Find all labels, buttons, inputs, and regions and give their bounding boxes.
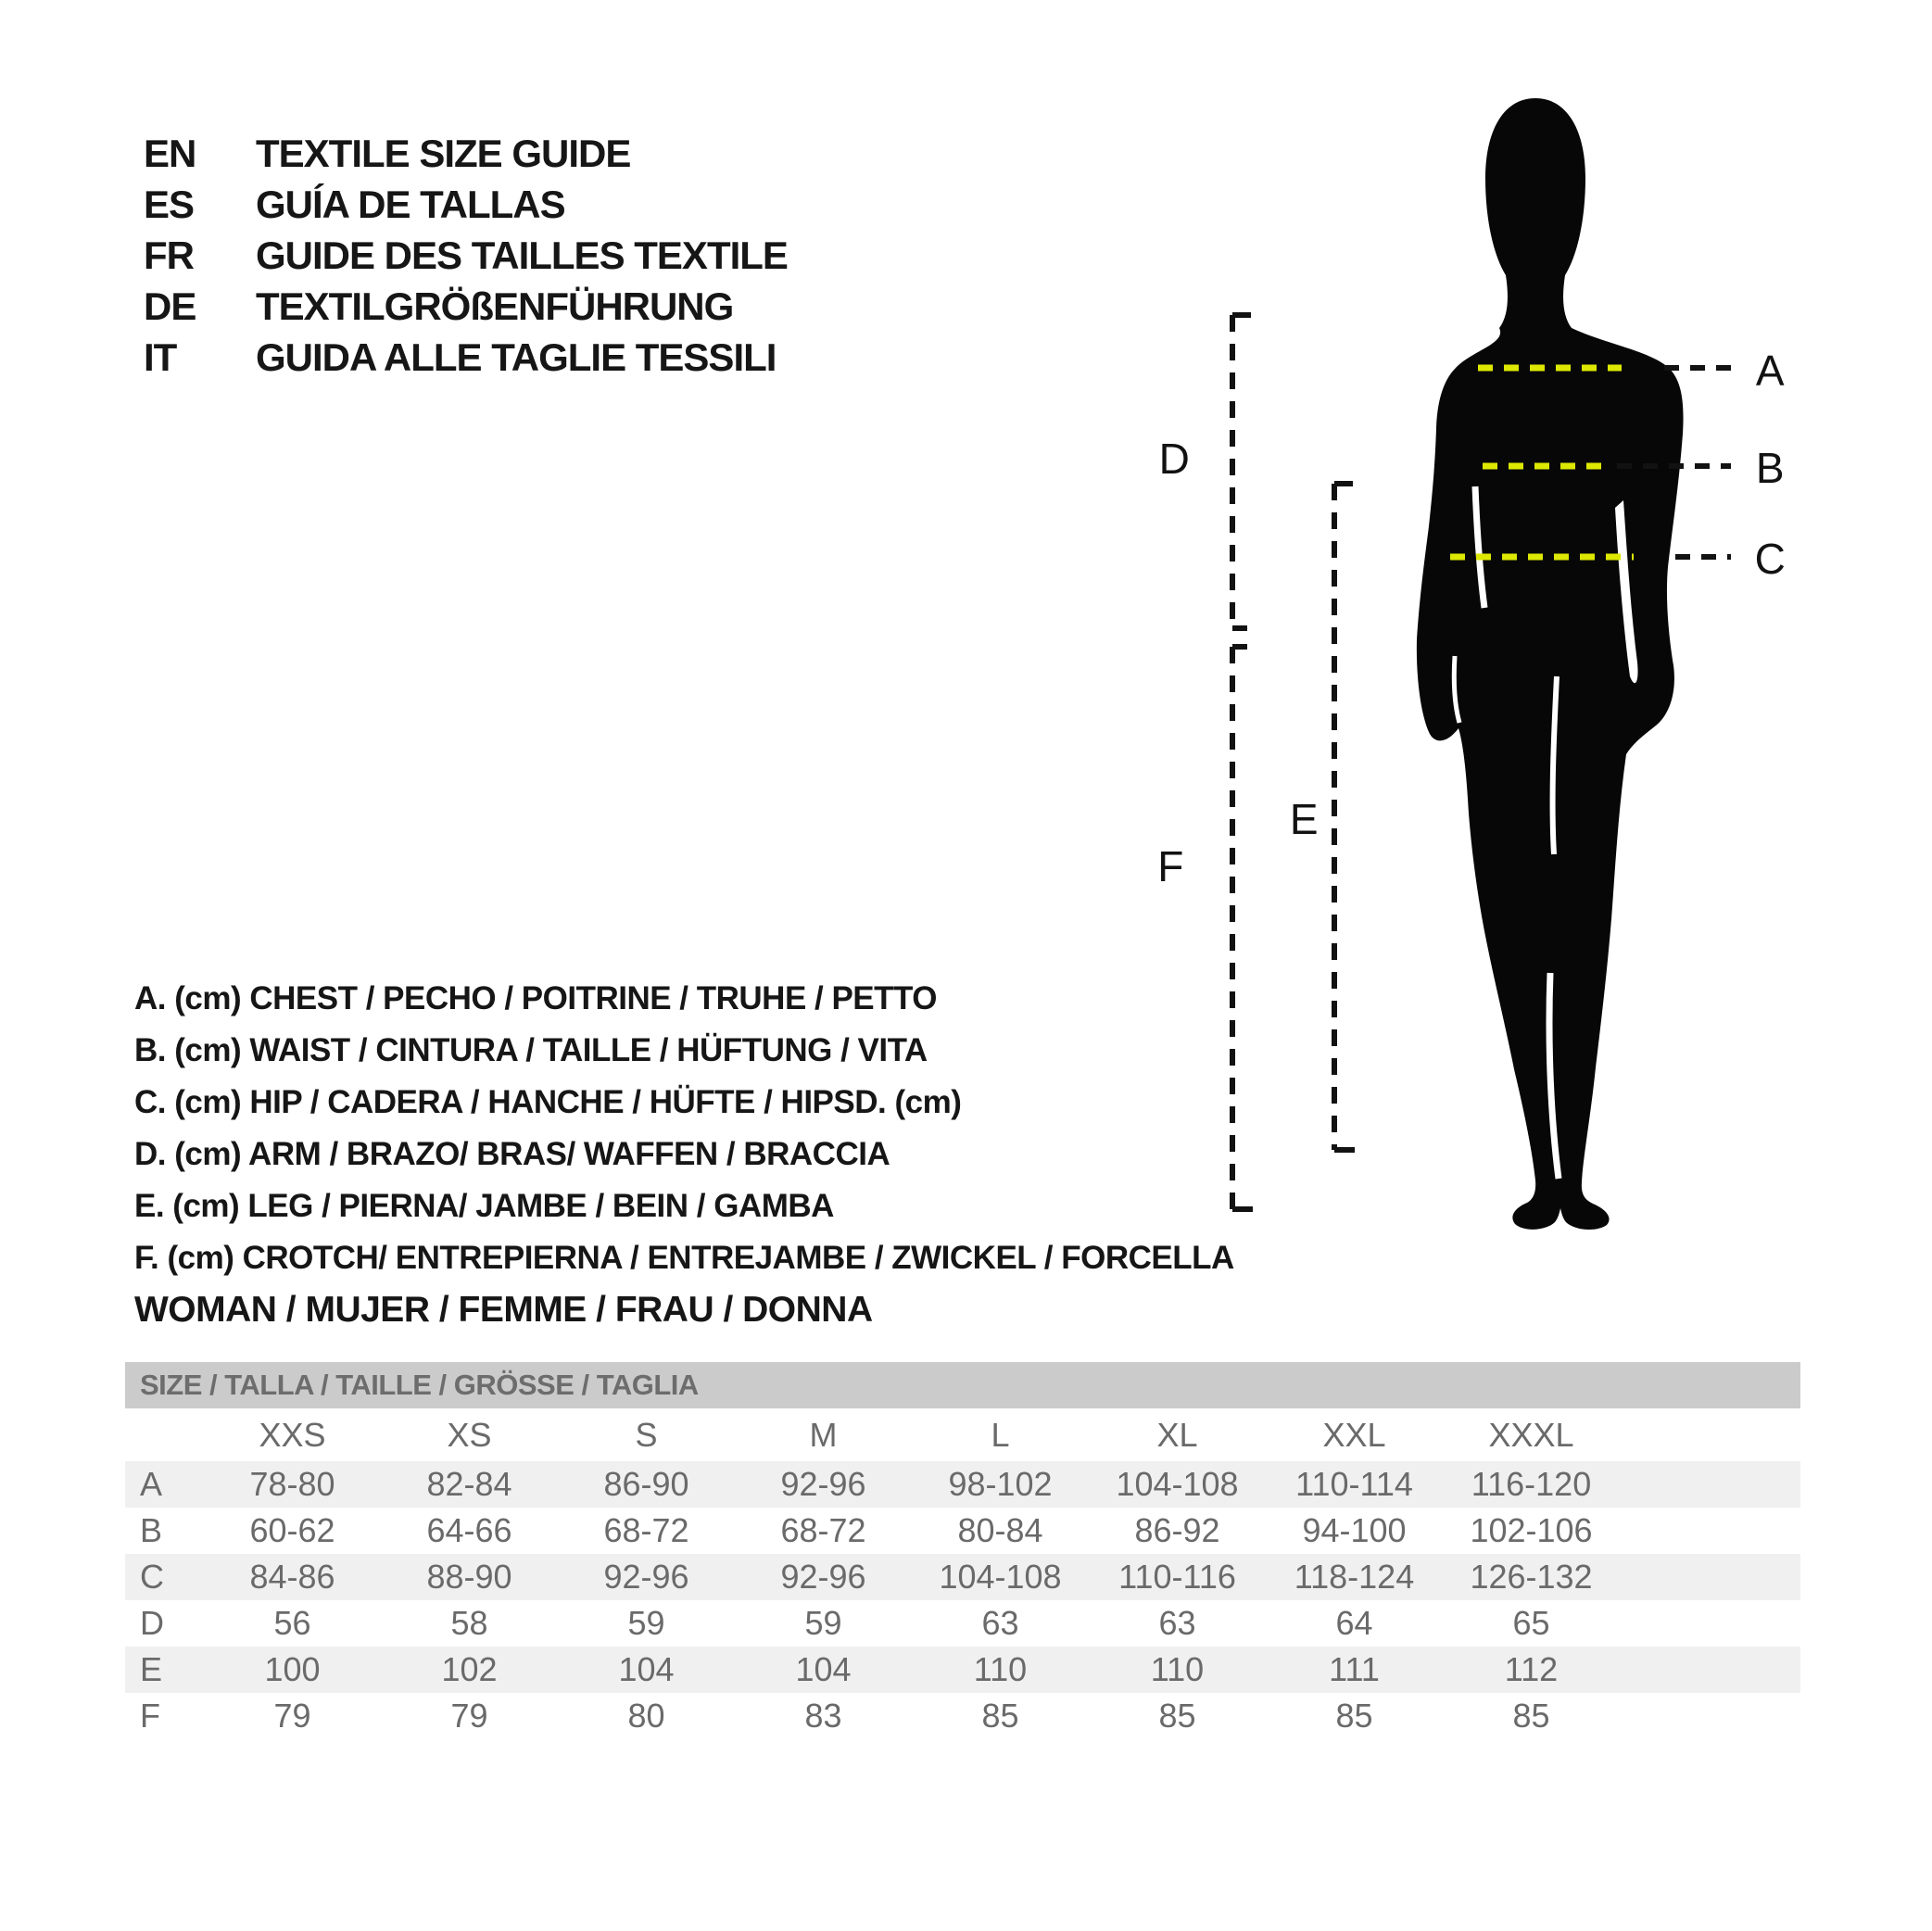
arm-measure-line xyxy=(1232,315,1253,1209)
language-title-block xyxy=(144,128,788,383)
size-value: 98-102 xyxy=(948,1465,1053,1503)
row-label: D xyxy=(140,1604,164,1642)
size-value: 104 xyxy=(618,1650,675,1688)
legend-line-e: E. (cm) LEG / PIERNA/ JAMBE / BEIN / GAMBA xyxy=(134,1188,834,1224)
size-value: 68-72 xyxy=(603,1511,689,1549)
size-value: 79 xyxy=(450,1697,488,1735)
language-row-fr xyxy=(144,230,788,281)
size-value: 104 xyxy=(795,1650,852,1688)
size-value: 79 xyxy=(273,1697,311,1735)
size-value: 78-80 xyxy=(249,1465,335,1503)
gender-heading: WOMAN / MUJER / FEMME / FRAU / DONNA xyxy=(134,1290,873,1330)
woman-silhouette-icon xyxy=(1149,83,1816,1251)
language-guide-title: TEXTILE SIZE GUIDE xyxy=(256,131,631,175)
size-value: 86-90 xyxy=(603,1465,689,1503)
size-value: 85 xyxy=(1335,1697,1373,1735)
legend-line-a: A. (cm) CHEST / PECHO / POITRINE / TRUHE / PETTO xyxy=(134,980,938,1016)
size-value: 88-90 xyxy=(426,1558,512,1596)
legend-line-f: F. (cm) CROTCH/ ENTREPIERNA / ENTREJAMBE / ZWICKEL / FORCELLA xyxy=(134,1240,1234,1276)
label-hip-c: C xyxy=(1754,535,1786,583)
language-row-it xyxy=(144,332,788,383)
size-value: 85 xyxy=(1158,1697,1196,1735)
column-header-m: M xyxy=(809,1415,838,1454)
legend-line-b: B. (cm) WAIST / CINTURA / TAILLE / HÜFTUNG / VITA xyxy=(134,1032,928,1068)
size-value: 92-96 xyxy=(780,1465,866,1503)
size-table-header-row xyxy=(125,1408,1800,1461)
column-header-xl: XL xyxy=(1156,1415,1198,1454)
language-guide-title: GUÍA DE TALLAS xyxy=(256,182,565,226)
size-value: 111 xyxy=(1329,1650,1380,1688)
size-value: 58 xyxy=(450,1604,488,1642)
language-guide-title: GUIDE DES TAILLES TEXTILE xyxy=(256,233,788,277)
column-header-l: L xyxy=(991,1415,1010,1454)
label-chest-a: A xyxy=(1755,347,1785,395)
size-value: 80 xyxy=(627,1697,665,1735)
size-value: 56 xyxy=(273,1604,311,1642)
size-value: 82-84 xyxy=(426,1465,512,1503)
size-value: 84-86 xyxy=(249,1558,335,1596)
language-code: EN xyxy=(144,131,196,175)
size-row-b xyxy=(125,1508,1800,1554)
size-value: 85 xyxy=(981,1697,1019,1735)
size-value: 100 xyxy=(264,1650,321,1688)
row-label: F xyxy=(140,1697,160,1735)
label-leg-e: E xyxy=(1289,795,1319,843)
size-value: 92-96 xyxy=(780,1558,866,1596)
size-value: 92-96 xyxy=(603,1558,689,1596)
column-header-xxs: XXS xyxy=(259,1415,326,1454)
size-value: 102 xyxy=(441,1650,498,1688)
size-value: 65 xyxy=(1512,1604,1550,1642)
language-row-en xyxy=(144,128,788,179)
label-arm-d: D xyxy=(1158,435,1190,483)
language-guide-title: GUIDA ALLE TAGLIE TESSILI xyxy=(256,334,777,379)
size-value: 104-108 xyxy=(939,1558,1062,1596)
size-value: 80-84 xyxy=(957,1511,1043,1549)
size-value: 102-106 xyxy=(1470,1511,1593,1549)
size-row-d xyxy=(125,1600,1800,1647)
size-value: 85 xyxy=(1512,1697,1550,1735)
language-guide-title: TEXTILGRÖßENFÜHRUNG xyxy=(256,284,734,328)
size-value: 63 xyxy=(1158,1604,1196,1642)
size-value: 83 xyxy=(804,1697,842,1735)
size-value: 118-124 xyxy=(1294,1558,1415,1596)
body-measurement-diagram xyxy=(1149,83,1816,1251)
column-header-xxl: XXL xyxy=(1322,1415,1386,1454)
size-row-c xyxy=(125,1554,1800,1600)
size-value: 59 xyxy=(804,1604,842,1642)
row-label: E xyxy=(140,1650,163,1688)
column-header-xs: XS xyxy=(447,1415,492,1454)
row-label: B xyxy=(140,1511,163,1549)
size-table-body xyxy=(125,1461,1800,1739)
size-table xyxy=(125,1362,1800,1739)
size-value: 116-120 xyxy=(1471,1465,1592,1503)
size-value: 104-108 xyxy=(1116,1465,1239,1503)
column-header-s: S xyxy=(635,1415,658,1454)
row-label: C xyxy=(140,1558,164,1596)
leg-measure-line xyxy=(1334,484,1355,1150)
size-value: 110 xyxy=(973,1650,1028,1688)
legend-line-c: C. (cm) HIP / CADERA / HANCHE / HÜFTE / HIPSD. (cm) xyxy=(134,1084,962,1120)
language-code: FR xyxy=(144,233,194,277)
size-table-title-bar: SIZE / TALLA / TAILLE / GRÖSSE / TAGLIA xyxy=(125,1362,1800,1408)
language-code: IT xyxy=(144,334,177,379)
language-code: ES xyxy=(144,182,195,226)
size-row-a xyxy=(125,1461,1800,1508)
language-row-es xyxy=(144,179,788,230)
size-value: 94-100 xyxy=(1302,1511,1407,1549)
size-value: 86-92 xyxy=(1134,1511,1220,1549)
size-value: 59 xyxy=(627,1604,665,1642)
size-value: 64 xyxy=(1335,1604,1373,1642)
legend-line-d: D. (cm) ARM / BRAZO/ BRAS/ WAFFEN / BRACCIA xyxy=(134,1136,890,1172)
size-row-e xyxy=(125,1647,1800,1693)
size-value: 126-132 xyxy=(1470,1558,1593,1596)
size-value: 110-116 xyxy=(1118,1558,1236,1596)
label-waist-b: B xyxy=(1755,444,1785,492)
label-crotch-f: F xyxy=(1157,842,1183,890)
size-value: 110-114 xyxy=(1295,1465,1413,1503)
size-value: 68-72 xyxy=(780,1511,866,1549)
size-value: 112 xyxy=(1504,1650,1559,1688)
measurement-legend xyxy=(134,973,1234,1284)
size-value: 110 xyxy=(1150,1650,1205,1688)
size-value: 63 xyxy=(981,1604,1019,1642)
size-value: 60-62 xyxy=(249,1511,335,1549)
row-label: A xyxy=(140,1465,163,1503)
size-row-f xyxy=(125,1693,1800,1739)
language-row-de xyxy=(144,281,788,332)
language-code: DE xyxy=(144,284,196,328)
column-header-xxxl: XXXL xyxy=(1488,1415,1574,1454)
size-value: 64-66 xyxy=(426,1511,512,1549)
